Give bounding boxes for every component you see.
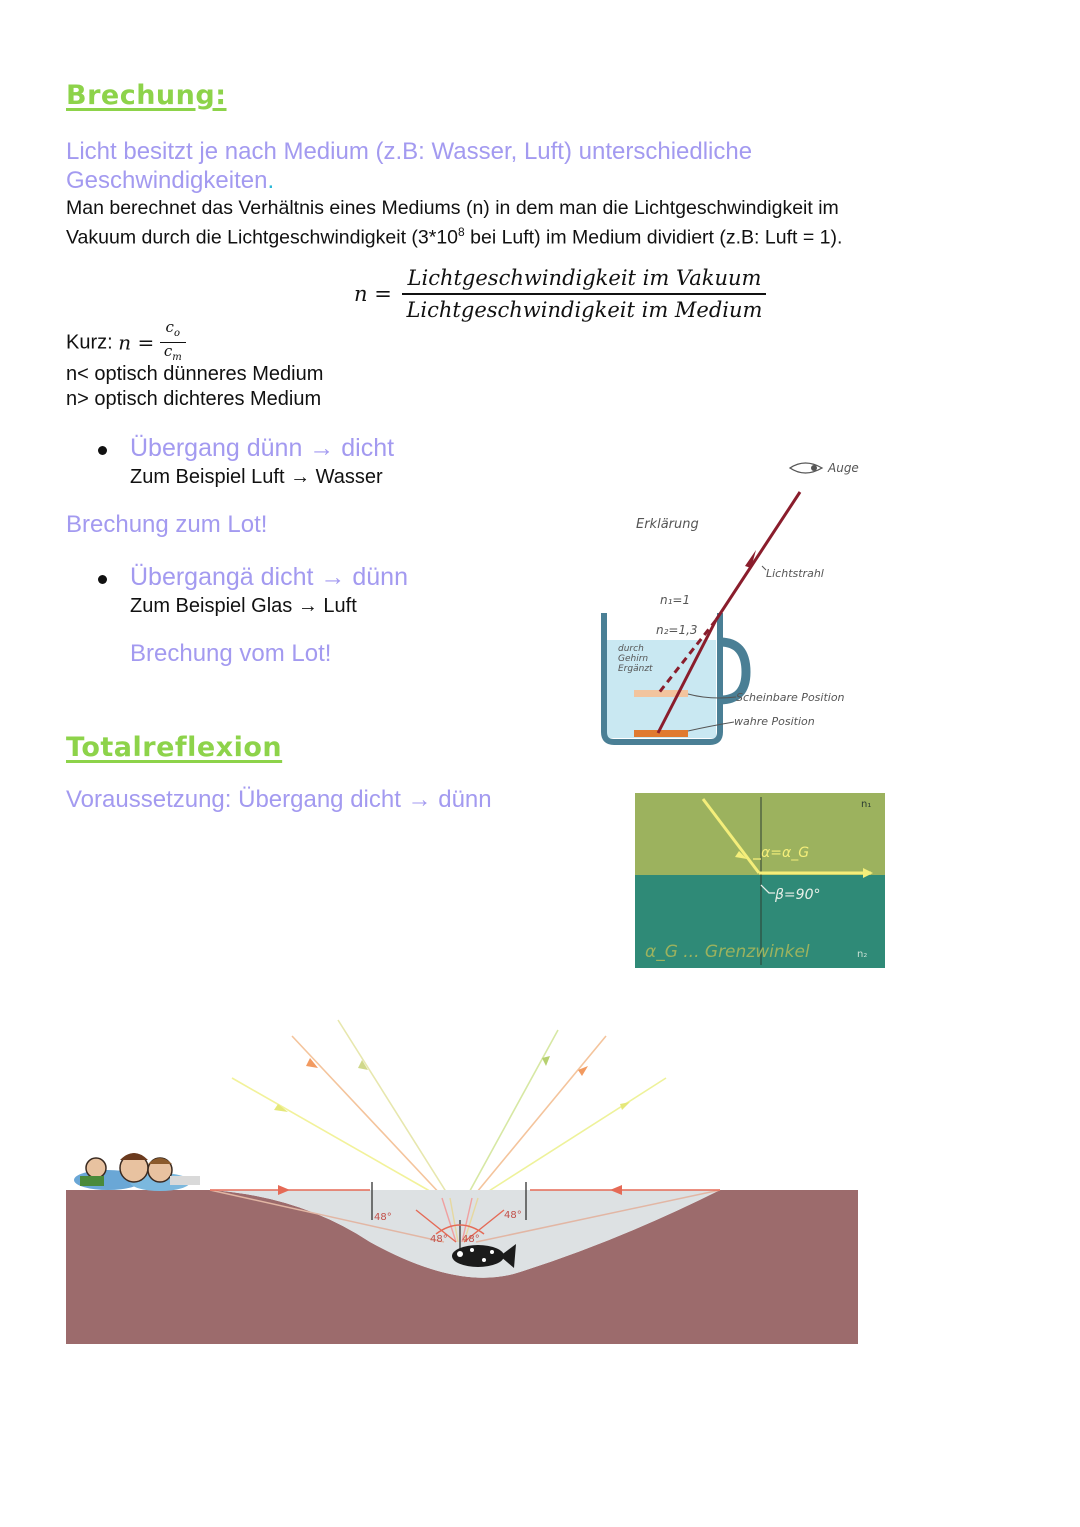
angle-right: 48°: [504, 1210, 522, 1221]
short-formula: [66, 320, 186, 365]
explanation-label: Erklärung: [636, 517, 699, 532]
explain-line2a: Vakuum durch die Lichtgeschwindigkeit (3*10: [66, 226, 459, 249]
short-num-sub: o: [173, 328, 180, 339]
eye-icon: [790, 463, 822, 473]
result-toward-normal: Brechung zum Lot!: [66, 511, 268, 538]
result-away-from-normal: Brechung vom Lot!: [130, 640, 332, 667]
true-object: [634, 730, 688, 737]
angle-left: 48°: [374, 1212, 392, 1223]
apparent-label: Scheinbare Position: [736, 691, 845, 704]
critical-angle-diagram: [635, 793, 885, 968]
medium-definitions: [66, 362, 323, 412]
ray-arrow: [620, 1102, 630, 1110]
formula-numerator: Lichtgeschwindigkeit im Vakuum: [402, 266, 766, 295]
short-label: Kurz:: [66, 331, 113, 354]
refraction-formula: [354, 266, 766, 322]
cup-refraction-diagram: [590, 450, 890, 750]
n1-label: n₁=1: [660, 593, 691, 607]
people-illustration: [74, 1153, 200, 1191]
bullet1-example: Zum Beispiel Luft → Wasser: [130, 466, 383, 488]
explain-line2b: bei Luft) im Medium dividiert (z.B: Luft = 1).: [464, 226, 843, 249]
angle-center-right: 48°: [462, 1234, 480, 1245]
short-den: c: [163, 342, 173, 360]
true-label: wahre Position: [734, 715, 815, 728]
lake-total-reflection-diagram: [60, 1010, 880, 1355]
total-reflection-heading: Totalreflexion: [66, 732, 283, 763]
total-reflection-requirement: Voraussetzung: Übergang dicht → dünn: [66, 786, 492, 813]
explain-line1: Man berechnet das Verhältnis eines Mediums (n) in dem man die Lichtgeschwindigkeit im: [66, 197, 839, 219]
dense-medium: [635, 793, 885, 875]
intro-dot: .: [267, 167, 275, 194]
refraction-explanation: [66, 196, 1026, 250]
bullet2-title: Übergangä dicht → dünn: [130, 563, 408, 591]
critical-angle-caption: α_G ... Grenzwinkel: [645, 942, 810, 962]
intro-line2: Geschwindigkeiten: [66, 167, 268, 194]
bullet2-example: Zum Beispiel Glas → Luft: [130, 595, 357, 617]
short-num: c: [165, 318, 174, 336]
refraction-intro: [66, 137, 966, 195]
n2-box-label: n₂: [857, 949, 868, 960]
formula-denominator: Lichtgeschwindigkeit im Medium: [406, 298, 763, 322]
eye-pupil: [811, 465, 817, 471]
brain-note-3: Ergänzt: [618, 664, 653, 674]
intro-line1: Licht besitzt je nach Medium (z.B: Wasser, Luft) unterschiedliche: [66, 138, 753, 165]
refraction-heading: Brechung:: [66, 80, 227, 111]
brain-note-1: durch: [618, 644, 644, 654]
n1-box-label: n₁: [861, 799, 872, 810]
angle-center-left: 48°: [430, 1234, 448, 1245]
brain-note-2: Gehirn: [618, 654, 649, 664]
eye-label: Auge: [828, 461, 859, 475]
ray-label: Lichtstrahl: [766, 567, 824, 580]
bullet-dot: [98, 446, 107, 455]
explain-exponent: 8: [458, 225, 465, 239]
n2-label: n₂=1,3: [656, 623, 698, 637]
light-ray: [716, 492, 800, 620]
alpha-label: α=α_G: [761, 845, 810, 861]
short-lhs: n =: [118, 330, 155, 355]
bullet-dot: [98, 575, 107, 584]
formula-lhs: n =: [354, 282, 392, 306]
denser-medium-line: n> optisch dichteres Medium: [66, 388, 322, 410]
air-rays: [232, 1020, 666, 1198]
thinner-medium-line: n< optisch dünneres Medium: [66, 363, 324, 385]
ray-arrow: [306, 1058, 318, 1068]
beta-label: β=90°: [775, 887, 821, 903]
short-den-sub: m: [172, 352, 182, 363]
bullet1-title: Übergang dünn → dicht: [130, 434, 395, 462]
